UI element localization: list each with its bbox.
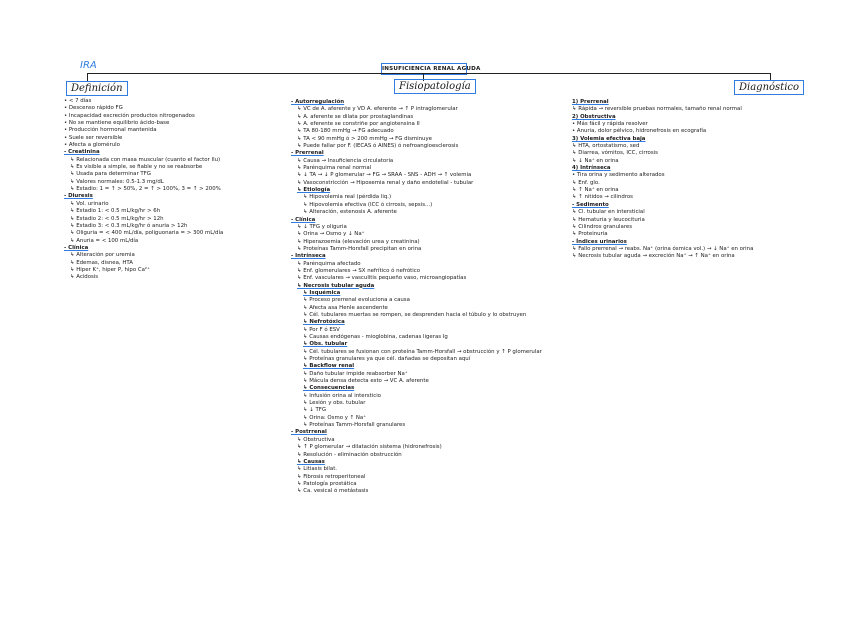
- diagnostico-line: ↳ Necrosis tubular aguda → excreción Na⁺ → ↑ Na⁺ en orina: [572, 253, 735, 260]
- definicion-line: ↳ Hiper K⁺, hiper P, hipo Ca²⁺: [70, 266, 150, 273]
- definicion-line: ↳ Es visible a simple, se fiable y no se reabsorbe: [70, 164, 203, 171]
- fisiopatologia-line: ↳ Por F ó ESV: [303, 326, 340, 333]
- fisiopatologia-line: ↳ Puede fallar por F. (IECAS ó AINES) ó nefroangioesclerosis: [297, 143, 459, 150]
- fisiopatologia-line: ↳ Daño tubular impide reabsorber Na⁺: [303, 370, 408, 377]
- diagnostico-line: • Más fácil y rápida resolver: [572, 121, 648, 128]
- definicion-line: • Producción hormonal mantenida: [64, 127, 157, 134]
- fisiopatologia-column: [291, 99, 581, 496]
- diagnostico-line: 2) Obstructiva: [572, 113, 616, 120]
- fisiopatologia-line: - Autorregulación: [291, 99, 345, 105]
- definicion-line: ↳ Alteración por uremia: [70, 252, 135, 259]
- fisiopatologia-line: - Postrrenal: [291, 429, 327, 436]
- fisiopatologia-line: ↳ ↓ TFG y oliguria: [297, 223, 347, 230]
- diagnostico-line: • Tira orina y sedimento alterados: [572, 172, 665, 179]
- definicion-line: • < 7 días: [64, 98, 92, 104]
- diagnostico-column: [572, 99, 812, 261]
- diagnostico-line: ↳ Enf. glo.: [572, 179, 600, 186]
- fisiopatologia-line: - Prerrenal: [291, 150, 324, 157]
- diagnostico-line: ↳ Cilindros granulares: [572, 223, 633, 230]
- fisiopatologia-line: ↳ Necrosis tubular aguda: [297, 282, 375, 289]
- diagnostico-line: ↳ Proteinuria: [572, 231, 608, 238]
- fisiopatologia-line: ↳ Ca. vesical ó metástasis: [297, 488, 369, 495]
- definicion-line: ↳ Estadio 2: < 0.5 mL/kg/hr > 12h: [70, 215, 164, 222]
- fisiopatologia-line: ↳ Obs. tubular: [303, 341, 348, 348]
- fisiopatologia-line: ↳ Etiología: [297, 187, 331, 194]
- definicion-column: [64, 98, 264, 282]
- fisiopatologia-line: ↳ Orina → Osmo y ↓ Na⁺: [297, 231, 365, 238]
- fisiopatologia-line: ↳ ↓ TFG: [303, 407, 327, 414]
- fisiopatologia-line: ↳ TA < 90 mmHg ó > 200 mmHg → FG disminuye: [297, 135, 432, 142]
- diagnostico-line: 3) Volemia efectiva baja: [572, 135, 646, 142]
- definicion-line: • Afecta a glomérulo: [64, 142, 120, 149]
- fisiopatologia-line: ↳ Orina: Osmo y ↑ Na⁺: [303, 414, 367, 421]
- definicion-line: ↳ Usada para determinar TFG: [70, 171, 151, 178]
- fisiopatologia-line: ↳ Causas endógenas - mioglobina, cadenas ligeras Ig: [303, 334, 448, 340]
- fisiopatologia-line: ↳ Vasoconstricción → Hipoxemia renal y daño endotelial - tubular: [297, 179, 474, 186]
- fisiopatologia-line: ↳ Enf. vasculares → vasculitis pequeño vaso, microangiopatías: [297, 275, 467, 282]
- fisiopatologia-line: ↳ Proceso prerrenal evoluciona a causa: [303, 297, 410, 304]
- diagnostico-line: ↳ Fallo prerrenal → reabs. Na⁺ (orina ósmica vol.) → ↓ Na⁺ en orina: [572, 245, 754, 252]
- diagnostico-line: ↳ ↑ Na⁺ en orina: [572, 187, 619, 194]
- diagnostico-line: 1) Prerrenal: [572, 99, 609, 105]
- fisiopatologia-line: ↳ Cél. tubulares se fusionan con proteína Tamm-Horsfall → obstrucción y ↑ P glomerular: [303, 348, 542, 355]
- definicion-line: • No se mantiene equilibrio ácido-base: [64, 120, 170, 127]
- branch-connector-left: [87, 73, 88, 81]
- heading-diagnostico: Diagnóstico: [734, 80, 804, 95]
- fisiopatologia-line: - Clínica: [291, 216, 316, 223]
- diagnostico-line: - Sedimento: [572, 201, 609, 208]
- heading-definicion: Definición: [66, 81, 128, 96]
- fisiopatologia-line: ↳ Proteínas Tamm-Horsfall precipitan en orina: [297, 245, 422, 252]
- definicion-line: ↳ Edemas, disnea, HTA: [70, 259, 133, 266]
- branch-line: [87, 73, 770, 74]
- diagnostico-line: ↳ Diarrea, vómitos, ICC, cirrosis: [572, 150, 658, 157]
- definicion-line: ↳ Estadio 3: < 0.3 mL/kg/hr ó anuria > 12h: [70, 222, 188, 229]
- diagnostico-line: ↳ ↑ nitidos → cilindros: [572, 194, 633, 201]
- definicion-line: ↳ Oliguria = < 400 mL/día, poliguonaria = > 300 mL/día: [70, 230, 224, 237]
- definicion-line: ↳ Relacionada con masa muscular (cuanto el factor Ilu): [70, 156, 221, 163]
- definicion-line: ↳ Anuria = < 100 mL/día: [70, 237, 139, 244]
- fisiopatologia-line: ↳ Parénquima renal normal: [297, 165, 372, 172]
- fisiopatologia-line: ↳ A. eferente se constriñe por angiotensina II: [297, 121, 420, 128]
- fisiopatologia-line: ↳ ↑ P glomerular → dilatación sistema (hidronefrosis): [297, 444, 442, 451]
- definicion-line: ↳ Estadio: 1 = ↑ > 50%, 2 = ↑ > 100%, 3 = ↑ > 200%: [70, 186, 221, 193]
- fisiopatologia-line: ↳ Enf. glomerulares → SX nefrítico ó nefrótico: [297, 267, 421, 274]
- definicion-line: ↳ Vol. urinario: [70, 200, 109, 207]
- fisiopatologia-line: ↳ Hipovolemia real (pérdida liq.): [303, 194, 392, 201]
- definicion-line: ↳ Acidosis: [70, 274, 99, 281]
- definicion-line: • Descenso rápido FG: [64, 105, 123, 112]
- fisiopatologia-line: ↳ Obstructiva: [297, 436, 335, 443]
- fisiopatologia-line: ↳ ↓ TA → ↓ P glomerular → FG → SRAA - SNS - ADH → ↑ volemia: [297, 172, 472, 179]
- fisiopatologia-line: ↳ Isquémica: [303, 289, 341, 296]
- fisiopatologia-line: ↳ Mácula densa detecta esto → VC A. aferente: [303, 378, 429, 385]
- page-title: INSUFICIENCIA RENAL AGUDA: [381, 63, 467, 75]
- fisiopatologia-line: ↳ Parénquima afectado: [297, 260, 361, 267]
- fisiopatologia-line: ↳ Litiasis bilat.: [297, 466, 338, 473]
- diagnostico-line: • Anuria, dolor pélvico, hidronefrosis en ecografía: [572, 128, 707, 135]
- diagnostico-line: ↳ Hematuria y leucocituria: [572, 216, 645, 223]
- definicion-line: • Suele ser reversible: [64, 134, 123, 141]
- fisiopatologia-line: ↳ VC de A. aferente y VD A. eferente → ↑ P intraglomerular: [297, 106, 458, 113]
- definicion-line: - Diuresis: [64, 193, 93, 200]
- fisiopatologia-line: ↳ A. aferente se dilata por prostaglandinas: [297, 113, 414, 120]
- fisiopatologia-line: ↳ Nefrotóxica: [303, 319, 345, 326]
- topic-tag: IRA: [80, 60, 97, 71]
- fisiopatologia-line: ↳ Causa → Insuficiencia circulatoria: [297, 157, 394, 164]
- diagnostico-line: ↳ HTA, ortostatismo, sed: [572, 143, 640, 150]
- fisiopatologia-line: ↳ Hiperazoemia (elevación urea y creatinina): [297, 238, 420, 245]
- fisiopatologia-line: ↳ Infusión orina al intersticio: [303, 392, 381, 399]
- diagnostico-line: - Índices urinarios: [572, 238, 627, 245]
- fisiopatologia-line: ↳ Backflow renal: [303, 363, 355, 370]
- heading-fisiopatologia: Fisiopatología: [394, 79, 476, 94]
- fisiopatologia-line: ↳ Consecuencias: [303, 385, 355, 392]
- definicion-line: • Incapacidad excreción productos nitrogenados: [64, 112, 195, 119]
- fisiopatologia-line: - Intrínseca: [291, 253, 326, 260]
- fisiopatologia-line: ↳ Resolución - eliminación obstrucción: [297, 451, 402, 458]
- fisiopatologia-line: ↳ Proteínas granulares ya que cél. dañadas se depositan aquí: [303, 356, 471, 363]
- fisiopatologia-line: ↳ Lesión y obs. tubular: [303, 400, 366, 407]
- definicion-line: - Creatinina: [64, 149, 100, 156]
- diagnostico-line: 4) Intrínseca: [572, 165, 611, 172]
- diagnostico-line: ↳ ↓ Na⁺ en orina: [572, 157, 619, 164]
- diagnostico-line: ↳ Cl. tubular en intersticial: [572, 209, 645, 216]
- definicion-line: ↳ Estadio 1: < 0.5 mL/kg/hr > 6h: [70, 208, 161, 215]
- definicion-line: ↳ Valores normales: 0.5-1.3 mg/dL: [70, 178, 164, 185]
- fisiopatologia-line: ↳ Causas: [297, 458, 325, 465]
- fisiopatologia-line: ↳ TA 80-180 mmHg → FG adecuado: [297, 128, 394, 135]
- fisiopatologia-line: ↳ Fibrosis retroperitoneal: [297, 473, 366, 480]
- fisiopatologia-line: ↳ Hipovolemia efectiva (ICC ó cirrosis, sepsis...): [303, 201, 433, 208]
- fisiopatologia-line: ↳ Cél. tubulares muertas se rompen, se desprenden hacia el túbulo y lo obstruyen: [303, 311, 527, 318]
- fisiopatologia-line: ↳ Proteínas Tamm-Horsfall granulares: [303, 422, 406, 429]
- fisiopatologia-line: ↳ Patología prostática: [297, 480, 357, 487]
- fisiopatologia-line: ↳ Alteración, estenosis A. aferente: [303, 209, 397, 216]
- definicion-line: - Clínica: [64, 244, 89, 251]
- diagnostico-line: ↳ Rápida → reversible pruebas normales, tamaño renal normal: [572, 106, 742, 113]
- fisiopatologia-line: ↳ Afecta asa Henle ascendente: [303, 304, 388, 311]
